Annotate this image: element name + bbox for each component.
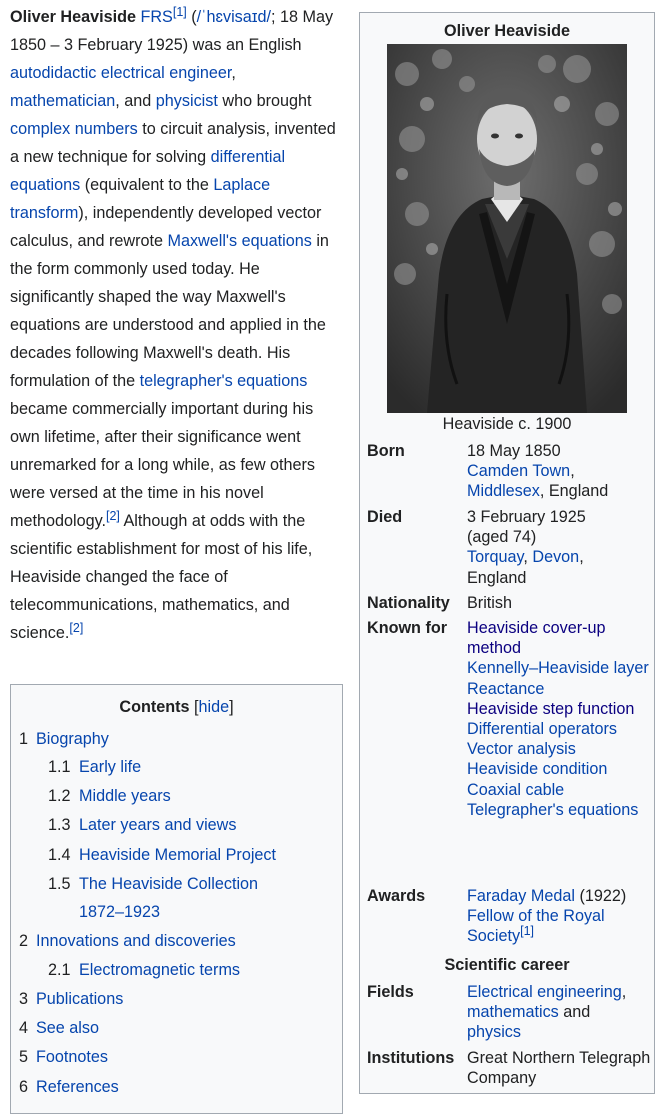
toc-item-footnotes[interactable] (19, 1043, 108, 1072)
lead-text-4: to circuit analysis, invented a new technique for solving (10, 120, 336, 166)
ref-1-link[interactable]: [1] (520, 924, 534, 939)
middlesex-link[interactable]: Middlesex (467, 482, 540, 501)
ref-2-link-b[interactable]: [2] (69, 621, 84, 635)
toc-number: 1.1 (48, 758, 71, 776)
toc-link[interactable]: Publications (36, 990, 124, 1008)
differential-operators-link[interactable]: Differential operators (467, 720, 617, 739)
toc-link-line-1: The Heaviside Collection (79, 875, 259, 893)
physics-link[interactable]: physics (467, 1023, 521, 1042)
toc-item-middle-years[interactable] (48, 782, 171, 811)
link-text: Kennelly–Heaviside layer (467, 659, 649, 678)
toc-link[interactable]: Middle years (79, 787, 171, 805)
born-date: 18 May 1850 (467, 442, 561, 460)
lead-text-9: Although at odds with the scientific establishment for most of his life, Heaviside changed the face of telecommunications, mathematics, and science. (10, 512, 313, 642)
toc-bracket-open: [ (189, 698, 199, 716)
portrait-photo-drawing (387, 44, 627, 413)
ref-1-link[interactable]: [1] (172, 5, 187, 19)
lead-text-7: in the form commonly used today. He significantly shaped the way Maxwell's equations are understood and applied in the decades following Maxwell's death. His formulation of the (10, 232, 329, 390)
vector-analysis-link[interactable]: Vector analysis (467, 740, 576, 759)
toc-link[interactable]: Electromagnetic terms (79, 961, 241, 979)
mathematics-link[interactable]: mathematics (467, 1003, 559, 1022)
died-comma-2: , (579, 548, 584, 567)
devon-link[interactable]: Devon (532, 548, 580, 567)
toc-number: 5 (19, 1048, 29, 1066)
link-text: Heaviside cover-up method (467, 619, 606, 658)
lead-text-2: , and (115, 92, 156, 110)
fellow-royal-society-link[interactable]: Fellow of the Royal Society (467, 907, 605, 946)
lead-text-3: who brought (217, 92, 312, 110)
toc-item-references[interactable] (19, 1073, 119, 1102)
laplace-transform-link[interactable]: Laplace transform (10, 176, 271, 222)
toc-link[interactable]: Heaviside Memorial Project (79, 846, 277, 864)
coaxial-cable-link[interactable]: Coaxial cable (467, 780, 565, 799)
toc-number: 4 (19, 1019, 29, 1037)
toc-item-early-life[interactable] (48, 753, 142, 782)
born-comma: , (570, 462, 575, 481)
toc-item-later-years[interactable] (48, 811, 237, 840)
died-comma: , (523, 548, 528, 567)
lead-text-5: (equivalent to the (80, 176, 214, 194)
toc-bracket-close: ] (229, 698, 234, 716)
toc-link[interactable]: Innovations and discoveries (36, 932, 236, 950)
awards-label: Awards (367, 887, 426, 905)
lead-text-6: ), independently developed vector calculus, and rewrote (10, 204, 322, 250)
faraday-medal-link[interactable]: Faraday Medal (467, 887, 575, 905)
fields-value (467, 982, 652, 1043)
article-subject-name: Oliver Heaviside (10, 8, 136, 26)
toc-link-line-2: 1872–1923 (79, 903, 161, 921)
died-date: 3 February 1925 (467, 508, 586, 526)
faraday-year: (1922) (574, 887, 627, 905)
toc-link[interactable]: Biography (36, 730, 109, 748)
electrical-engineering-link[interactable]: Electrical engineering (467, 983, 622, 1001)
lead-text-1: ; 18 May 1850 – 3 February 1925) was an English (10, 8, 334, 54)
toc-number: 3 (19, 990, 29, 1008)
infobox-title: Oliver Heaviside (444, 22, 570, 40)
fields-comma: , (621, 983, 627, 1001)
scientific-career-header: Scientific career (444, 956, 570, 974)
known-for-label: Known for (367, 619, 448, 637)
known-for-list (467, 618, 652, 820)
heaviside-step-function-link[interactable] (467, 700, 634, 718)
toc-number: 6 (19, 1078, 29, 1096)
toc-link[interactable]: Early life (79, 758, 142, 776)
kennelly-heaviside-link[interactable] (467, 659, 649, 677)
heaviside-cover-up-link[interactable] (467, 619, 606, 657)
toc-link[interactable]: See also (36, 1019, 99, 1037)
camden-town-link[interactable]: Camden Town (467, 462, 571, 481)
complex-numbers-link[interactable]: complex numbers (10, 120, 138, 138)
died-country: England (467, 568, 527, 587)
toc-item-see-also[interactable] (19, 1014, 99, 1043)
maxwells-equations-link[interactable]: Maxwell's equations (167, 232, 312, 250)
table-of-contents (10, 684, 343, 1114)
infobox (359, 12, 655, 1094)
institutions-label: Institutions (367, 1049, 455, 1067)
institutions-value: Great Northern Telegraph Company (467, 1049, 651, 1088)
toc-item-publications[interactable] (19, 985, 124, 1014)
portrait-photo[interactable] (387, 44, 627, 413)
toc-link[interactable] (79, 870, 258, 926)
died-age: (aged 74) (467, 528, 537, 547)
toc-number: 1.4 (48, 846, 71, 864)
toc-item-electromagnetic-terms[interactable] (48, 956, 241, 985)
reactance-link[interactable]: Reactance (467, 679, 545, 698)
toc-number: 1.3 (48, 816, 71, 834)
lead-paragraph: Oliver Heaviside FRS[1] (/ˈhɛvisaɪd/; 18 May 1850 – 3 February 1925) was an English autodidactic electrical engineer, mathematician, and physicist who brought complex numbers to circuit analysis, invented a new technique for solving differential equations (equivalent to the Laplace transform), independently developed vector calculus, and rewrote Maxwell's equations in the form commonly used today. He significantly shaped the way Maxwell's equations are understood and applied in the decades following Maxwell's death. His formulation of the telegrapher's equations became commercially important during his own lifetime, after their significance went unremarked for a long while, as few others were versed at the time in his novel methodology.[2] Although at odds with the scientific establishment for most of his life, Heaviside changed the face of telecommunications, mathematics, and science.[2] (10, 5, 336, 642)
toc-link[interactable]: Later years and views (79, 816, 237, 834)
toc-item-innovations[interactable] (19, 927, 236, 956)
born-label: Born (367, 442, 405, 460)
portrait-caption: Heaviside c. 1900 (442, 415, 572, 433)
toc-number: 2 (19, 932, 29, 950)
electrical-engineer-link[interactable]: electrical engineer (100, 64, 232, 82)
mathematician-link[interactable]: mathematician (10, 92, 116, 110)
frs-link[interactable]: FRS (140, 8, 173, 26)
toc-item-heaviside-collection[interactable] (48, 870, 259, 921)
nationality-label: Nationality (367, 594, 450, 612)
toc-link[interactable]: Footnotes (36, 1048, 108, 1066)
fields-and: and (558, 1003, 591, 1022)
toc-hide-toggle[interactable]: hide (198, 698, 230, 716)
born-value (467, 441, 652, 502)
toc-number: 1.2 (48, 787, 71, 805)
differential-equations-link[interactable]: differential equations (10, 148, 286, 194)
lead-text-8: became commercially important during his own lifetime, after their significance went unremarked for a long while, as few others were versed at the time in his novel methodology. (10, 400, 316, 530)
toc-number: 1.5 (48, 875, 71, 893)
physicist-link[interactable]: physicist (155, 92, 218, 110)
heaviside-condition-link[interactable]: Heaviside condition (467, 760, 608, 779)
born-country: , England (539, 482, 609, 501)
ref-2-link[interactable]: [2] (106, 509, 120, 523)
telegraphers-equations-link[interactable]: telegrapher's equations (139, 372, 308, 390)
died-value (467, 507, 652, 588)
ipa-pronunciation-link[interactable]: /ˈhɛvisaɪd/ (196, 8, 272, 26)
toc-link[interactable]: References (36, 1078, 119, 1096)
toc-item-biography[interactable] (19, 725, 109, 754)
toc-item-memorial-project[interactable] (48, 841, 277, 870)
autodidactic-link[interactable]: autodidactic (10, 64, 97, 82)
nationality-value: British (467, 594, 512, 612)
link-text: Heaviside step function (467, 699, 635, 718)
died-label: Died (367, 508, 403, 526)
toc-number: 1 (19, 730, 29, 748)
torquay-link[interactable]: Torquay (467, 548, 524, 567)
awards-value (467, 886, 652, 947)
toc-heading: Contents (119, 698, 190, 716)
toc-number: 2.1 (48, 961, 71, 979)
toc-title (11, 695, 342, 719)
fields-label: Fields (367, 983, 414, 1001)
telegraphers-equations-link[interactable]: Telegrapher's equations (467, 800, 639, 819)
